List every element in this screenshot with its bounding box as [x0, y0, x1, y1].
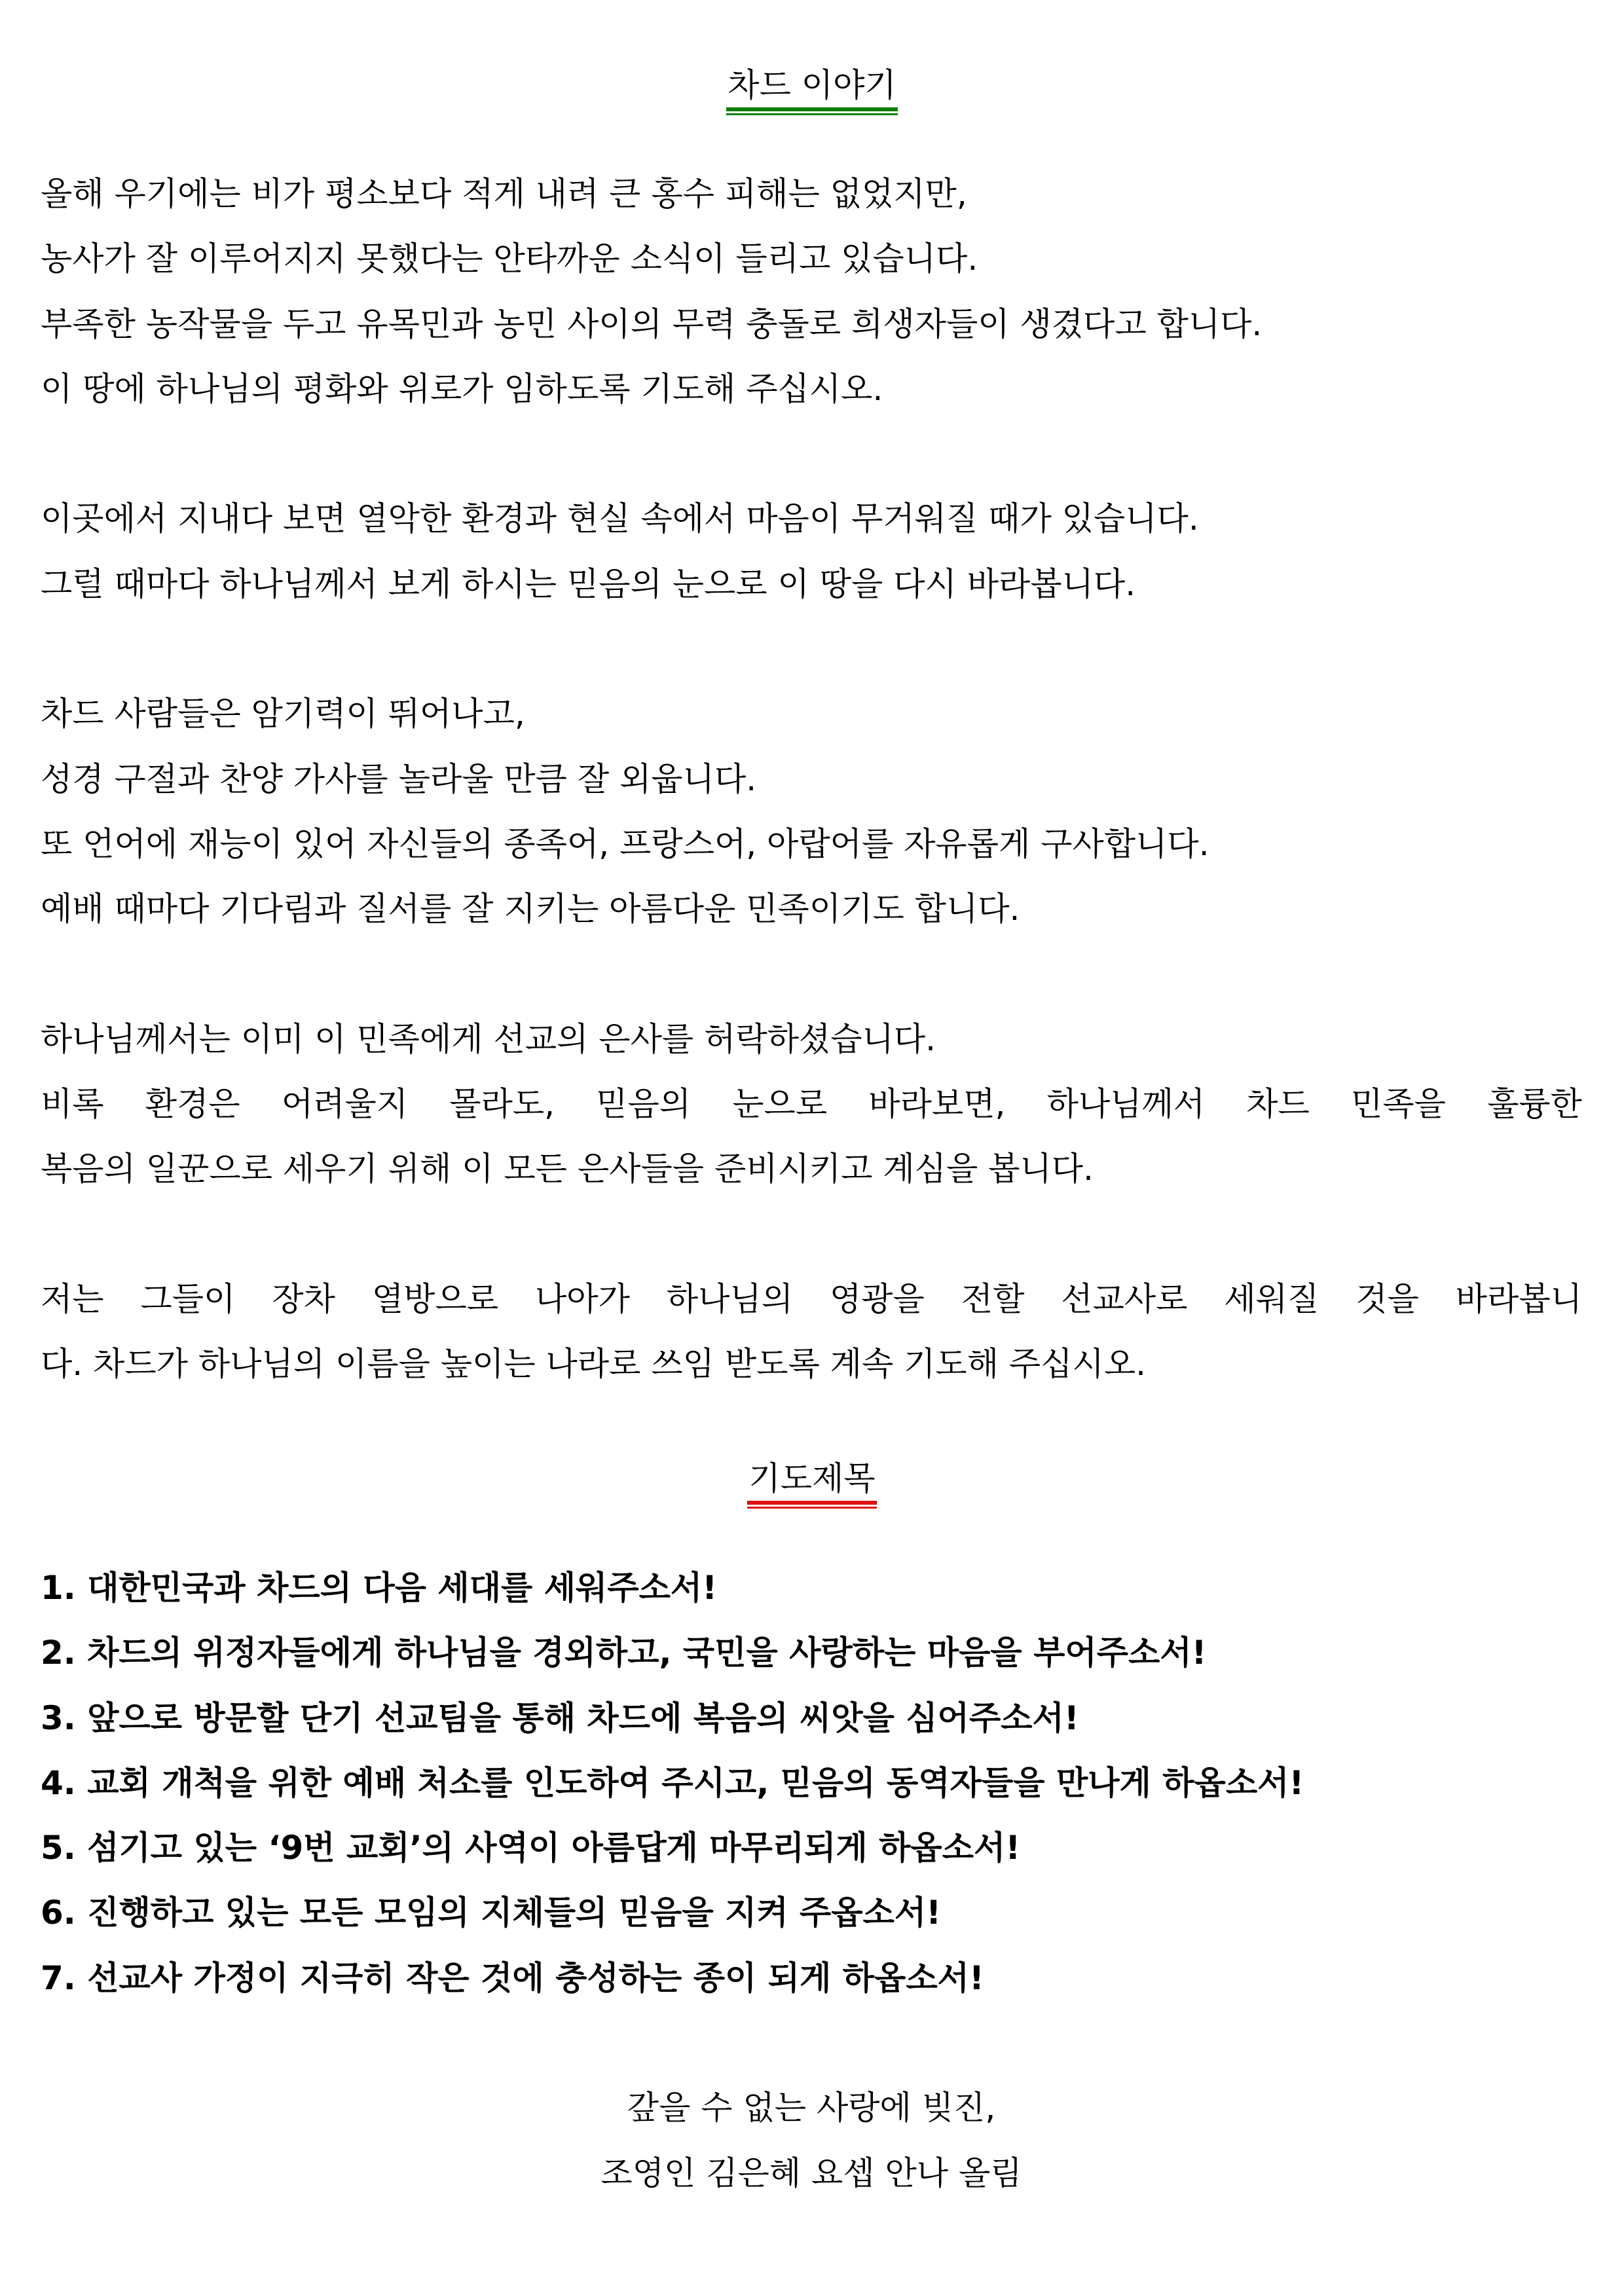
text-line: 부족한 농작물을 두고 유목민과 농민 사이의 무력 충돌로 희생자들이 생겼다고 합니다.: [41, 304, 1263, 343]
prayer-item: 1. 대한민국과 차드의 다음 세대를 세워주소서!: [41, 1569, 718, 1607]
text-line: 복음의 일꾼으로 세우기 위해 이 모든 은사들을 준비시키고 계심을 봅니다.: [41, 1150, 1094, 1188]
prayer-item: 3. 앞으로 방문할 단기 선교팀을 통해 차드에 복음의 씨앗을 심어주소서!: [41, 1698, 1079, 1737]
text-line: 저는 그들이 장차 열방으로 나아가 하나님의 영광을 전할 선교사로 세워질 것을 바라봅니: [41, 1280, 1582, 1319]
text-line: 농사가 잘 이루어지지 못했다는 안타까운 소식이 들리고 있습니다.: [41, 240, 978, 278]
prayer-list: [41, 1556, 1582, 2206]
blank-line: [41, 1202, 1582, 1267]
text-line: 다. 차드가 하나님의 이름을 높이는 나라로 쓰임 받도록 계속 기도해 주십시오.: [41, 1345, 1147, 1384]
blank-line: [41, 942, 1582, 1007]
blank-line: [41, 422, 1582, 487]
text-line: 하나님께서는 이미 이 민족에게 선교의 은사를 허락하셨습니다.: [41, 1019, 936, 1058]
text-line: 그럴 때마다 하나님께서 보게 하시는 믿음의 눈으로 이 땅을 다시 바라봅니다.: [41, 564, 1136, 603]
prayer-item: 4. 교회 개척을 위한 예배 처소를 인도하여 주시고, 믿음의 동역자들을 만나게 하옵소서!: [41, 1763, 1304, 1802]
prayer-title: 기도제목: [748, 1460, 876, 1497]
text-line: 이 땅에 하나님의 평화와 위로가 임하도록 기도해 주십시오.: [41, 369, 883, 408]
text-line: 비록 환경은 어려울지 몰라도, 믿음의 눈으로 바라보면, 하나님께서 차드 민족을 훌륭한: [41, 1085, 1582, 1124]
text-line: 차드 사람들은 암기력이 뛰어나고,: [41, 695, 525, 733]
closing-line: 갚을 수 없는 사랑에 빚진,: [627, 2089, 996, 2127]
story-body: [41, 162, 1582, 1397]
prayer-item: 5. 섬기고 있는 ‘9번 교회’의 사역이 아름답게 마무리되게 하옵소서!: [41, 1829, 1021, 1867]
text-line: 이곳에서 지내다 보면 열악한 환경과 현실 속에서 마음이 무거워질 때가 있습니다.: [41, 500, 1199, 538]
prayer-item: 7. 선교사 가정이 지극히 작은 것에 충성하는 종이 되게 하옵소서!: [41, 1958, 984, 1997]
prayer-item: 6. 진행하고 있는 모든 모임의 지체들의 믿음을 지켜 주옵소서!: [41, 1894, 942, 1932]
signature-line: 조영인 김은혜 요셉 안나 올림: [600, 2154, 1022, 2192]
text-line: 올해 우기에는 비가 평소보다 적게 내려 큰 홍수 피해는 없었지만,: [41, 175, 967, 213]
text-line: 예배 때마다 기다림과 질서를 잘 지키는 아름다운 민족이기도 합니다.: [41, 890, 1020, 928]
prayer-item: 2. 차드의 위정자들에게 하나님을 경외하고, 국민을 사랑하는 마음을 부어주소서!: [41, 1634, 1207, 1672]
text-line: 또 언어에 재능이 있어 자신들의 종족어, 프랑스어, 아랍어를 자유롭게 구사합니다.: [41, 824, 1209, 863]
story-title: 차드 이야기: [728, 66, 896, 104]
text-line: 성경 구절과 찬양 가사를 놀라울 만큼 잘 외웁니다.: [41, 760, 757, 798]
blank-line: [41, 2011, 1582, 2076]
blank-line: [41, 617, 1582, 682]
